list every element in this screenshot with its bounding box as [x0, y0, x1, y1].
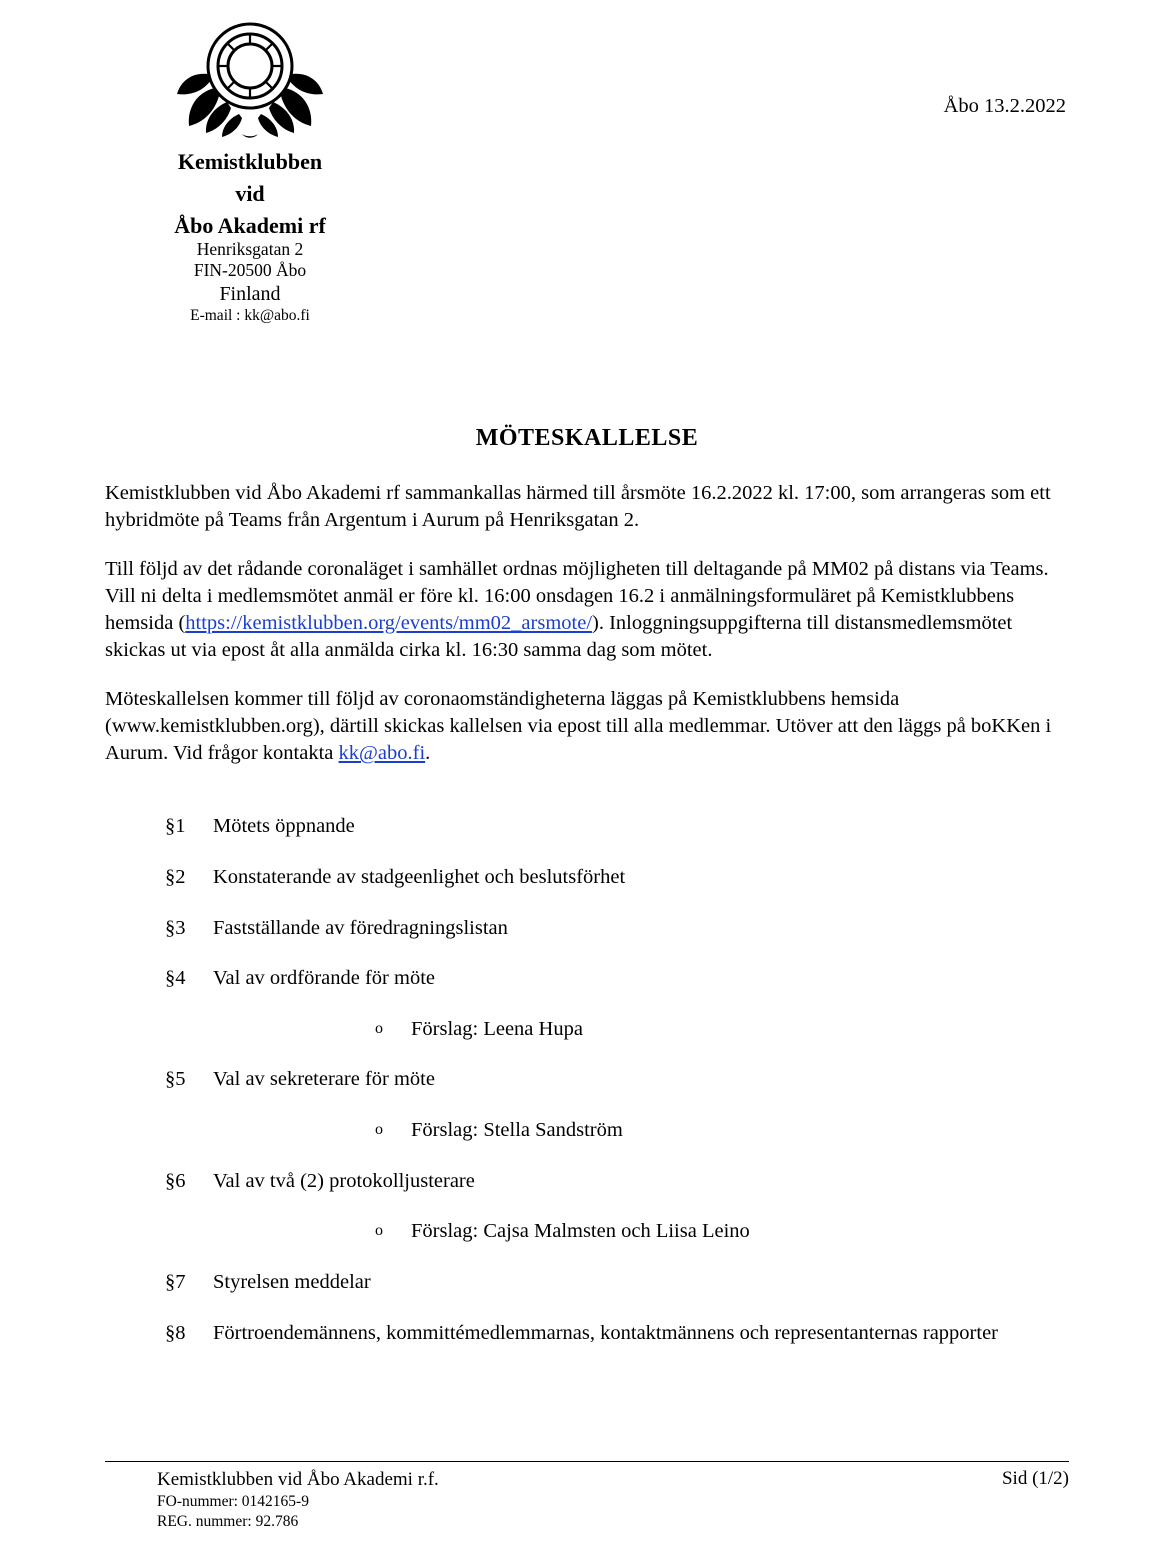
agenda-item: [105, 813, 1069, 840]
agenda-item-text: Förtroendemännens, kommittémedlemmarnas, kontaktmännens och representanternas rapporter: [213, 1321, 999, 1344]
document-header: [0, 0, 1174, 350]
agenda-item-text: Val av ordförande för möte: [213, 967, 435, 990]
org-name-line-1: Kemistklubben: [177, 149, 323, 174]
org-address-city: FIN-20500 Åbo: [193, 260, 307, 281]
footer-divider: [105, 1461, 1069, 1462]
document-date: Åbo 13.2.2022: [943, 95, 1066, 117]
agenda-item-text: Styrelsen meddelar: [213, 1271, 371, 1294]
org-address-country: Finland: [219, 282, 281, 305]
agenda-item-number: §7: [165, 1271, 186, 1294]
agenda-item-text: Fastställande av föredragningslistan: [213, 916, 508, 939]
page-title: MÖTESKALLELSE: [475, 425, 699, 451]
footer-page-number: Sid (1/2): [1001, 1467, 1069, 1489]
paragraph-registration: [105, 556, 1069, 665]
organization-letterhead: [105, 18, 395, 325]
agenda-item-text: Mötets öppnande: [213, 815, 355, 838]
paragraph-registration-text-after: ). Inloggningsuppgifterna till distansmedlemsmötet skickas ut via epost åt alla anmälda cirka kl. 16:30 samma dag som mötet.: [105, 612, 1013, 662]
agenda-subitem-text: Förslag: Cajsa Malmsten och Liisa Leino: [411, 1220, 750, 1243]
paragraph-distribution-text-before: Möteskallelsen kommer till följd av coronaomständigheterna läggas på Kemistklubbens hemsida (www.kemistklubben.org), därtill skickas kallelsen via epost till alla medlemmar. Utöver att den läggs på boKKen i Aurum. Vid frågor kontakta: [105, 687, 1052, 764]
agenda-subitem: [105, 1016, 1069, 1043]
paragraph-registration-text-before: Till följd av det rådande coronaläget i samhället ordnas möjligheten till deltagande på MM02 på distans via Teams. Vill ni delta i medlemsmötet anmäl er före kl. 16:00 onsdagen 16.2 i anmälningsformuläret på Kemistklubbens hemsida (: [105, 557, 1049, 634]
circle-bullet-icon: o: [375, 1222, 383, 1240]
agenda-subitem: [105, 1117, 1069, 1144]
agenda-item: [105, 864, 1069, 891]
paragraph-distribution-text-after: .: [425, 742, 431, 764]
org-name-line-3: Åbo Akademi rf: [174, 212, 326, 238]
paragraph-distribution: [105, 686, 1069, 768]
agenda-item-text: Val av två (2) protokolljusterare: [213, 1169, 475, 1192]
agenda-item-text: Konstaterande av stadgeenlighet och beslutsförhet: [213, 865, 626, 888]
org-name-line-2: vid: [235, 180, 265, 206]
agenda-item-text: Val av sekreterare för möte: [213, 1068, 435, 1091]
org-email: E-mail : kk@abo.fi: [190, 306, 310, 324]
paragraph-intro: Kemistklubben vid Åbo Akademi rf sammankallas härmed till årsmöte 16.2.2022 kl. 17:00, som arrangeras som ett hybridmöte på Teams från Argentum i Aurum på Henriksgatan 2.: [105, 482, 1051, 532]
agenda-subitem-text: Förslag: Leena Hupa: [411, 1017, 583, 1040]
agenda-item: [105, 1066, 1069, 1093]
footer-reg-number: REG. nummer: 92.786: [157, 1512, 299, 1530]
agenda-item: [105, 1168, 1069, 1195]
document-body: [105, 425, 1069, 1370]
agenda-subitem: [105, 1218, 1069, 1245]
agenda-item: [105, 1320, 1069, 1347]
agenda-item: [105, 965, 1069, 992]
circle-bullet-icon: o: [375, 1121, 383, 1139]
registration-form-link[interactable]: https://kemistklubben.org/events/mm02_arsmote/: [185, 612, 593, 634]
agenda-subitem-text: Förslag: Stella Sandström: [411, 1119, 623, 1142]
agenda-item-number: §2: [165, 865, 186, 888]
agenda-item-number: §4: [165, 967, 186, 990]
agenda-list: [105, 813, 1069, 1346]
contact-email-link[interactable]: kk@abo.fi: [338, 742, 426, 764]
agenda-item: [105, 1269, 1069, 1296]
laurel-wreath-emblem-icon: [175, 18, 325, 143]
agenda-item-number: §6: [165, 1169, 186, 1192]
footer-row: [105, 1468, 1069, 1532]
footer-fo-number: FO-nummer: 0142165-9: [157, 1492, 309, 1510]
agenda-item-number: §8: [165, 1321, 186, 1344]
document-footer: [105, 1461, 1069, 1532]
agenda-item-number: §5: [165, 1068, 186, 1091]
footer-left: [157, 1468, 439, 1532]
footer-org-name: Kemistklubben vid Åbo Akademi r.f.: [157, 1468, 439, 1490]
agenda-item-number: §3: [165, 916, 186, 939]
agenda-item: [105, 915, 1069, 942]
org-address-street: Henriksgatan 2: [196, 238, 304, 259]
agenda-item-number: §1: [165, 815, 186, 838]
circle-bullet-icon: o: [375, 1019, 383, 1037]
